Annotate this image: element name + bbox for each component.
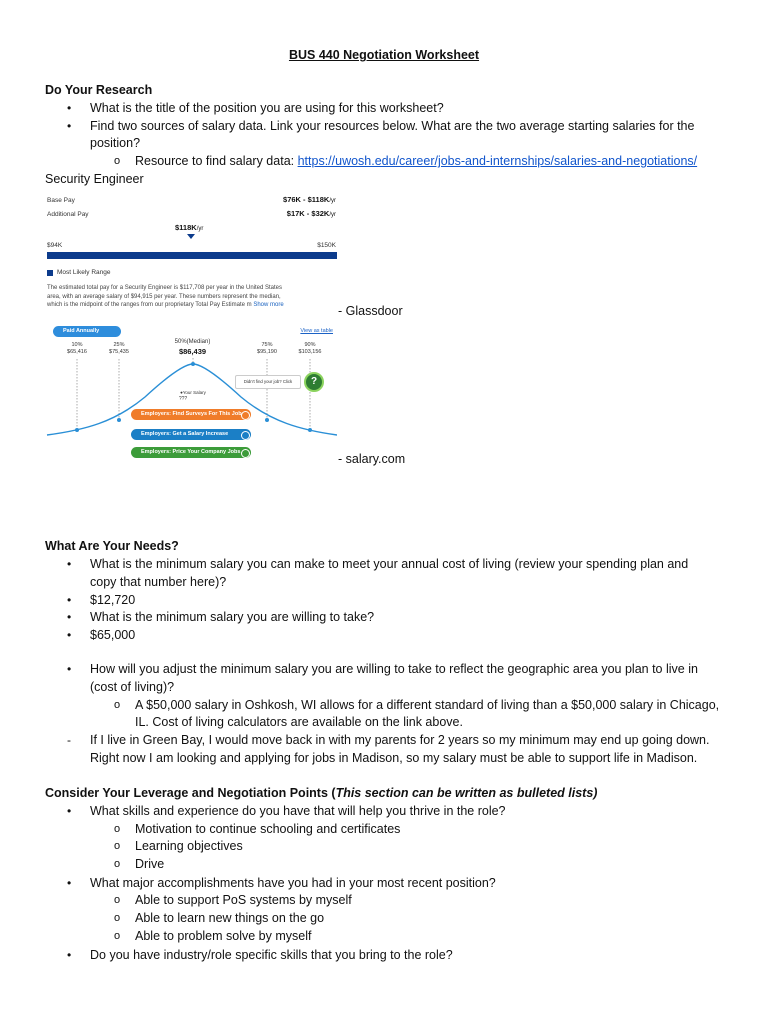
bullet: • — [67, 101, 72, 115]
needs-answer-line2: Right now I am looking and applying for jobs in Madison, so my salary must be able to support life in Madison. — [90, 751, 698, 765]
needs-q3-line1: How will you adjust the minimum salary you are willing to take to reflect the geographic area you plan to live in — [90, 662, 698, 676]
leverage-s1: Motivation to continue schooling and certificates — [135, 822, 401, 836]
page-title: BUS 440 Negotiation Worksheet — [288, 48, 480, 62]
cant-find-tooltip: Didn't find your job? Click — [235, 375, 301, 389]
legend-swatch-icon — [47, 270, 53, 276]
additional-pay-label: Additional Pay — [47, 211, 89, 218]
range-min: $94K — [47, 242, 63, 249]
circle-bullet: o — [114, 858, 121, 870]
paid-annually-toggle[interactable]: Paid Annually — [53, 326, 121, 337]
median-marker-value: $118K/yr — [175, 223, 204, 232]
p90-label: 90% — [304, 342, 316, 348]
circle-bullet: o — [114, 155, 121, 167]
your-salary-value: ??? — [178, 396, 188, 402]
research-heading: Do Your Research — [45, 83, 153, 97]
arrow-circle-icon — [241, 449, 250, 458]
your-salary-label: ●Your Salary — [180, 390, 206, 395]
resource-line — [135, 154, 697, 168]
p10-label: 10% — [71, 342, 83, 348]
glassdoor-snapshot — [45, 190, 340, 320]
range-max: $150K — [317, 242, 336, 249]
circle-bullet: o — [114, 840, 121, 852]
leverage-a2: Able to learn new things on the go — [135, 911, 325, 925]
p10-value: $65,416 — [67, 349, 87, 355]
needs-sub1-line2: IL. Cost of living calculators are available on the link above. — [135, 715, 463, 729]
salarycom-label: - salary.com — [338, 452, 406, 466]
p25-label: 25% — [113, 342, 125, 348]
bullet: • — [67, 119, 72, 133]
view-as-table-link[interactable]: View as table — [300, 328, 333, 334]
marker-triangle-icon — [187, 234, 195, 239]
salarycom-snapshot — [45, 322, 337, 467]
leverage-q1: What skills and experience do you have that will help you thrive in the role? — [90, 804, 506, 818]
arrow-circle-icon — [241, 411, 250, 420]
base-pay-label: Base Pay — [47, 197, 75, 204]
base-pay-value: $76K - $118K/yr — [283, 195, 336, 204]
circle-bullet: o — [114, 699, 121, 711]
p75-value: $95,190 — [257, 349, 277, 355]
additional-pay-value: $17K - $32K/yr — [286, 209, 336, 218]
median-label: 50%(Median) — [174, 339, 211, 345]
needs-a2: $65,000 — [90, 628, 136, 642]
needs-sub1-line1: A $50,000 salary in Oshkosh, WI allows for a different standard of living than a $50,000 salary in Chicago, — [135, 698, 720, 712]
leverage-heading: Consider Your Leverage and Negotiation Points (This section can be written as bulleted lists) — [45, 786, 598, 800]
glassdoor-description: The estimated total pay for a Security Engineer is $117,708 per year in the United States area, with an average salary of $94,915 per year. These numbers represent the median, which is the midpoint of the ranges from our proprietary Total Pay Estimate m Show more — [47, 285, 284, 308]
leverage-s2: Learning objectives — [135, 839, 243, 853]
position-title: Security Engineer — [45, 172, 144, 186]
p25-value: $75,435 — [109, 349, 129, 355]
needs-q1-line1: What is the minimum salary you can make to meet your annual cost of living (review your spending plan and — [90, 557, 689, 571]
find-surveys-button[interactable]: Employers: Find Surveys For This Job — [131, 409, 251, 420]
bullet: • — [67, 948, 72, 962]
median-value: $86,439 — [178, 347, 207, 356]
glassdoor-label: - Glassdoor — [338, 304, 403, 318]
p75-label: 75% — [261, 342, 273, 348]
leverage-s3: Drive — [135, 857, 165, 871]
price-jobs-button[interactable]: Employers: Price Your Company Jobs — [131, 447, 251, 458]
needs-q1-line2: copy that number here)? — [90, 575, 227, 589]
circle-bullet: o — [114, 894, 121, 906]
dash-bullet: - — [67, 733, 71, 747]
likely-range-bar — [47, 252, 337, 259]
leverage-a3: Able to problem solve by myself — [135, 929, 312, 943]
research-q1: What is the title of the position you are using for this worksheet? — [90, 101, 444, 115]
needs-a1: $12,720 — [90, 593, 136, 607]
arrow-circle-icon — [241, 431, 250, 440]
circle-bullet: o — [114, 912, 121, 924]
help-question-icon[interactable]: ? — [304, 372, 324, 392]
bullet: • — [67, 662, 72, 676]
research-q2-line2: position? — [90, 136, 141, 150]
bullet: • — [67, 804, 72, 818]
circle-bullet: o — [114, 930, 121, 942]
needs-q2: What is the minimum salary you are willing to take? — [90, 610, 375, 624]
bullet: • — [67, 876, 72, 890]
bullet: • — [67, 557, 72, 571]
leverage-a1: Able to support PoS systems by myself — [135, 893, 352, 907]
leverage-q3: Do you have industry/role specific skills that you bring to the role? — [90, 948, 453, 962]
salary-increase-button[interactable]: Employers: Get a Salary Increase — [131, 429, 251, 440]
leverage-q2: What major accomplishments have you had in your most recent position? — [90, 876, 496, 890]
bullet: • — [67, 610, 72, 624]
legend-label: Most Likely Range — [57, 269, 111, 276]
research-q2-line1: Find two sources of salary data. Link your resources below. What are the two average starting salaries for the — [90, 119, 695, 133]
circle-bullet: o — [114, 823, 121, 835]
show-more-link[interactable]: Show more — [253, 302, 284, 308]
bullet: • — [67, 593, 72, 607]
needs-answer-line1: If I live in Green Bay, I would move back in with my parents for 2 years so my minimum may end up going down. — [90, 733, 710, 747]
resource-label: Resource to find salary data: — [135, 154, 298, 168]
bullet: • — [67, 628, 72, 642]
needs-q3-line2: (cost of living)? — [90, 680, 175, 694]
resource-link[interactable]: https://uwosh.edu/career/jobs-and-internships/salaries-and-negotiations/ — [297, 154, 698, 168]
needs-heading: What Are Your Needs? — [45, 539, 179, 553]
p90-value: $103,156 — [298, 349, 322, 355]
